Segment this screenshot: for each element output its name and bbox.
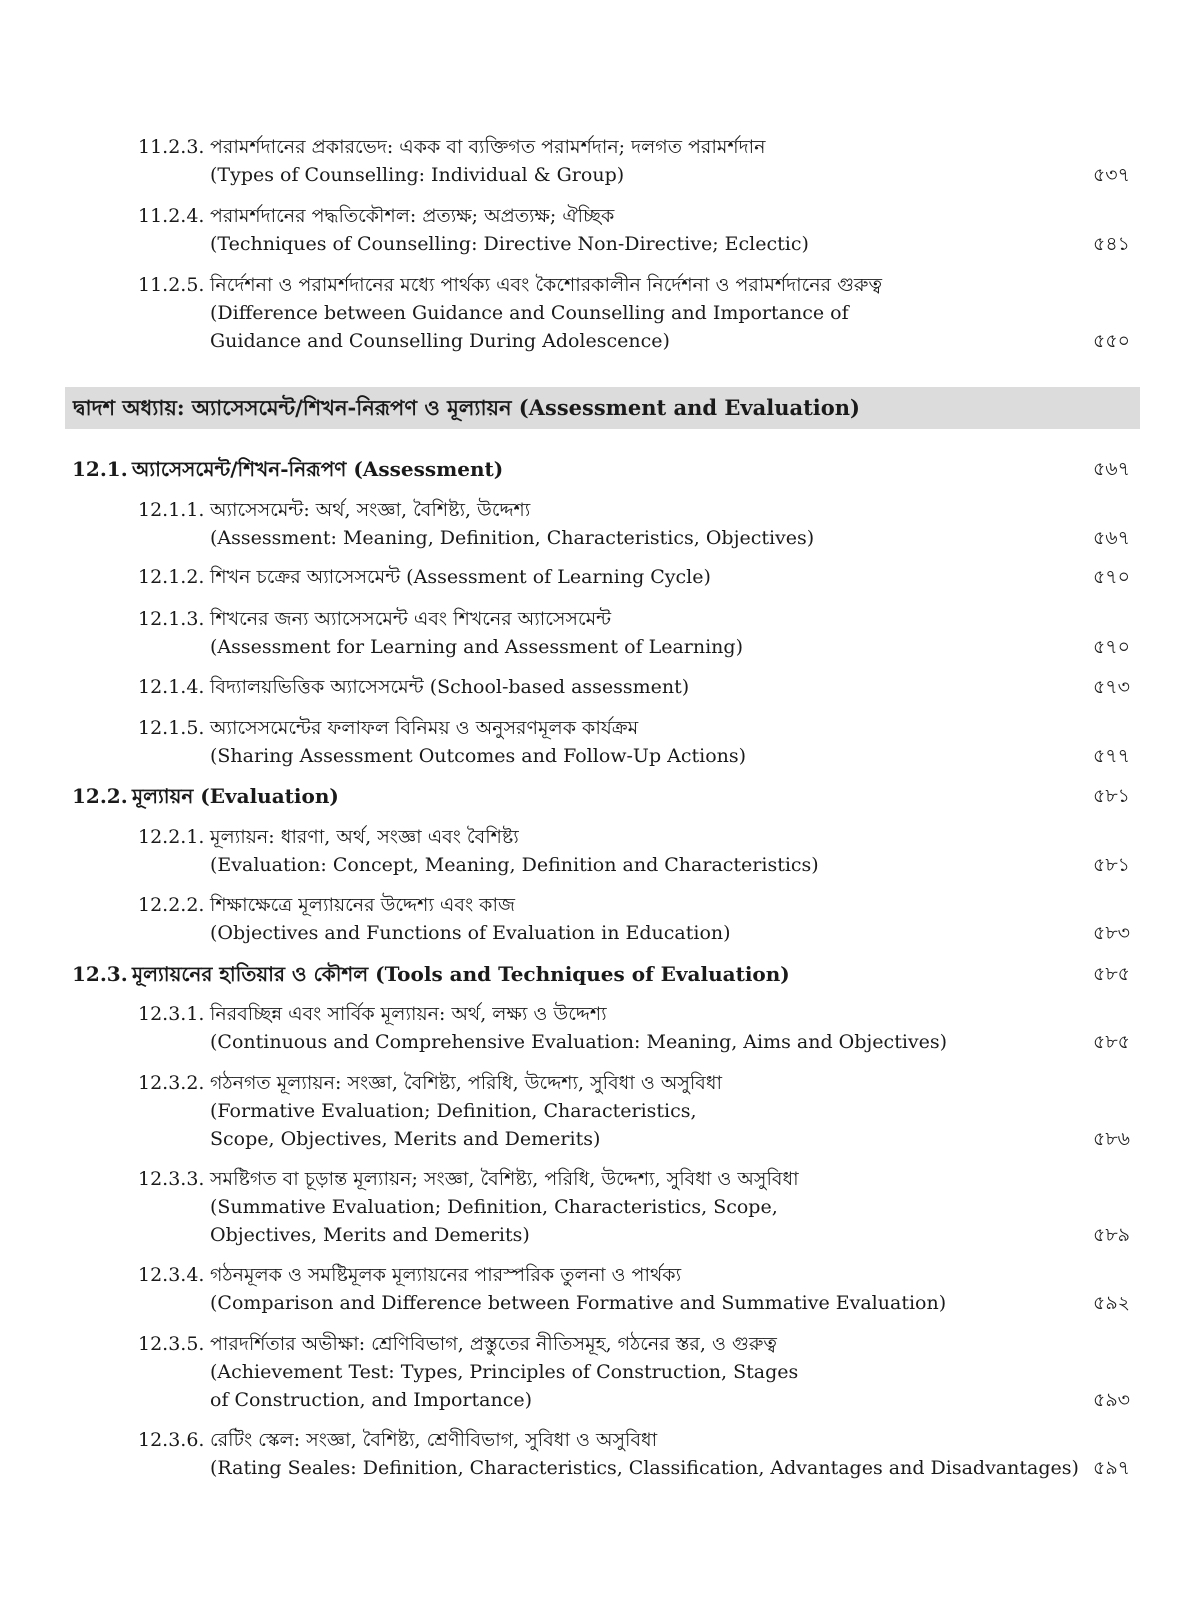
entry-page-number: ৫৮১	[1093, 854, 1130, 876]
entry-line: (Objectives and Functions of Evaluation in Education)	[210, 922, 731, 944]
chapter-title: দ্বাদশ অধ্যায়: অ্যাসেসমেন্ট/শিখন-নিরূপণ ও মূল্যায়ন (Assessment and Evaluation)	[73, 395, 860, 420]
entry-text	[210, 714, 1050, 770]
entry-line: (Types of Counselling: Individual & Group)	[210, 164, 625, 186]
entry-text	[210, 202, 1050, 258]
entry-line: (Difference between Guidance and Counselling and Importance of	[210, 302, 849, 324]
entry-text	[210, 605, 1050, 661]
entry-page-number: ৫৩৭	[1092, 164, 1130, 186]
entry-number: 12.1.4.	[138, 676, 205, 698]
section-text	[132, 960, 972, 988]
entry-text	[210, 1000, 1050, 1056]
entry-line: (Comparison and Difference between Formative and Summative Evaluation)	[210, 1292, 947, 1314]
entry-line: পরামর্শদানের পদ্ধতিকৌশল: প্রত্যক্ষ; অপ্রত্যক্ষ; ঐচ্ছিক	[210, 205, 615, 227]
entry-number: 12.1.3.	[138, 608, 205, 630]
entry-line: শিখনের জন্য অ্যাসেসমেন্ট এবং শিখনের অ্যাসেসমেন্ট	[210, 608, 612, 630]
entry-page-number: ৫৬৭	[1092, 458, 1130, 480]
entry-number: 12.1.1.	[138, 499, 205, 521]
section-title: মূল্যায়ন (Evaluation)	[132, 784, 339, 808]
entry-line: অ্যাসেসমেন্টের ফলাফল বিনিময় ও অনুসরণমূলক কার্যক্রম	[210, 717, 639, 739]
entry-number: 12.1.2.	[138, 566, 205, 588]
entry-number: 12.3.1.	[138, 1003, 205, 1025]
entry-page-number: ৫৭০	[1092, 636, 1130, 658]
entry-page-number: ৫৫০	[1092, 330, 1130, 352]
entry-page-number: ৫৬৭	[1092, 527, 1130, 549]
entry-line: Objectives, Merits and Demerits)	[210, 1224, 530, 1246]
entry-text	[210, 1330, 1050, 1414]
section-title: অ্যাসেসমেন্ট/শিখন-নিরূপণ (Assessment)	[132, 457, 504, 481]
entry-text	[210, 823, 1050, 879]
entry-text	[210, 1261, 1050, 1317]
entry-line: শিখন চক্রের অ্যাসেসমেন্ট (Assessment of Learning Cycle)	[210, 566, 711, 588]
entry-line: মূল্যায়ন: ধারণা, অর্থ, সংজ্ঞা এবং বৈশিষ্ট্য	[210, 826, 519, 848]
entry-page-number: ৫৮৬	[1092, 1128, 1130, 1150]
entry-page-number: ৫৮১	[1093, 785, 1130, 807]
section-number: 12.3.	[72, 962, 128, 986]
entry-page-number: ৫৭৩	[1092, 676, 1130, 698]
entry-page-number: ৫৯৩	[1092, 1389, 1130, 1411]
entry-number: 11.2.5.	[138, 274, 205, 296]
entry-page-number: ৫৮৫	[1093, 1031, 1130, 1053]
entry-line: Scope, Objectives, Merits and Demerits)	[210, 1128, 601, 1150]
section-text	[132, 782, 972, 810]
entry-text	[210, 673, 1050, 701]
entry-line: (Techniques of Counselling: Directive Non-Directive; Eclectic)	[210, 233, 809, 255]
chapter-heading-bar	[65, 387, 1140, 429]
entry-line: পারদর্শিতার অভীক্ষা: শ্রেণিবিভাগ, প্রস্তুতের নীতিসমূহ, গঠনের স্তর, ও গুরুত্ব	[210, 1333, 777, 1355]
entry-page-number: ৫৮৫	[1093, 963, 1130, 985]
entry-text	[210, 1165, 1050, 1249]
entry-page-number: ৫৮৯	[1093, 1224, 1130, 1246]
entry-page-number: ৫৪১	[1093, 233, 1130, 255]
entry-text	[210, 1069, 1050, 1153]
entry-number: 12.2.2.	[138, 894, 205, 916]
entry-text	[210, 496, 1050, 552]
entry-line: (Assessment: Meaning, Definition, Characteristics, Objectives)	[210, 527, 815, 549]
entry-number: 11.2.3.	[138, 136, 205, 158]
entry-page-number: ৫৯৭	[1092, 1457, 1130, 1479]
section-title: মূল্যায়নের হাতিয়ার ও কৌশল (Tools and Techniques of Evaluation)	[132, 962, 790, 986]
entry-number: 12.2.1.	[138, 826, 205, 848]
entry-line: অ্যাসেসমেন্ট: অর্থ, সংজ্ঞা, বৈশিষ্ট্য, উদ্দেশ্য	[210, 499, 531, 521]
entry-line: (Sharing Assessment Outcomes and Follow-Up Actions)	[210, 745, 747, 767]
entry-line: (Achievement Test: Types, Principles of Construction, Stages	[210, 1361, 799, 1383]
section-number: 12.1.	[72, 457, 128, 481]
entry-text	[210, 271, 1050, 355]
entry-line: গঠনমূলক ও সমষ্টিমূলক মূল্যায়নের পারস্পরিক তুলনা ও পার্থক্য	[210, 1264, 682, 1286]
entry-line: পরামর্শদানের প্রকারভেদ: একক বা ব্যক্তিগত পরামর্শদান; দলগত পরামর্শদান	[210, 136, 766, 158]
entry-number: 12.3.3.	[138, 1168, 205, 1190]
entry-line: Guidance and Counselling During Adolescence)	[210, 330, 670, 352]
entry-line: নিরবচ্ছিন্ন এবং সার্বিক মূল্যায়ন: অর্থ, লক্ষ্য ও উদ্দেশ্য	[210, 1003, 607, 1025]
entry-line: (Rating Seales: Definition, Characteristics, Classification, Advantages and Disadvantages)	[210, 1457, 1079, 1479]
section-text	[132, 455, 972, 483]
entry-number: 12.1.5.	[138, 717, 205, 739]
entry-line: of Construction, and Importance)	[210, 1389, 533, 1411]
entry-number: 12.3.5.	[138, 1333, 205, 1355]
entry-number: 12.3.4.	[138, 1264, 205, 1286]
entry-line: গঠনগত মূল্যায়ন: সংজ্ঞা, বৈশিষ্ট্য, পরিধি, উদ্দেশ্য, সুবিধা ও অসুবিধা	[210, 1072, 723, 1094]
entry-text	[210, 891, 1050, 947]
entry-page-number: ৫৭৭	[1092, 745, 1130, 767]
entry-line: নির্দেশনা ও পরামর্শদানের মধ্যে পার্থক্য এবং কৈশোরকালীন নির্দেশনা ও পরামর্শদানের গুরুত্ব	[210, 274, 883, 296]
entry-page-number: ৫৯২	[1092, 1292, 1130, 1314]
entry-line: (Summative Evaluation; Definition, Characteristics, Scope,	[210, 1196, 778, 1218]
entry-line: (Evaluation: Concept, Meaning, Definition and Characteristics)	[210, 854, 819, 876]
section-number: 12.2.	[72, 784, 128, 808]
entry-text	[210, 563, 1050, 591]
entry-line: সমষ্টিগত বা চূড়ান্ত মূল্যায়ন; সংজ্ঞা, বৈশিষ্ট্য, পরিধি, উদ্দেশ্য, সুবিধা ও অসুবিধা	[210, 1168, 799, 1190]
entry-page-number: ৫৭০	[1092, 566, 1130, 588]
entry-line: রেটিং স্কেল: সংজ্ঞা, বৈশিষ্ট্য, শ্রেণীবিভাগ, সুবিধা ও অসুবিধা	[210, 1429, 658, 1451]
entry-line: শিক্ষাক্ষেত্রে মূল্যায়নের উদ্দেশ্য এবং কাজ	[210, 894, 515, 916]
entry-number: 12.3.2.	[138, 1072, 205, 1094]
entry-text	[210, 1426, 1079, 1482]
entry-number: 11.2.4.	[138, 205, 205, 227]
entry-text	[210, 133, 1050, 189]
entry-page-number: ৫৮৩	[1092, 922, 1130, 944]
entry-number: 12.3.6.	[138, 1429, 205, 1451]
entry-line: বিদ্যালয়ভিত্তিক অ্যাসেসমেন্ট (School-based assessment)	[210, 676, 690, 698]
entry-line: (Continuous and Comprehensive Evaluation: Meaning, Aims and Objectives)	[210, 1031, 948, 1053]
entry-line: (Assessment for Learning and Assessment of Learning)	[210, 636, 743, 658]
entry-line: (Formative Evaluation; Definition, Characteristics,	[210, 1100, 697, 1122]
